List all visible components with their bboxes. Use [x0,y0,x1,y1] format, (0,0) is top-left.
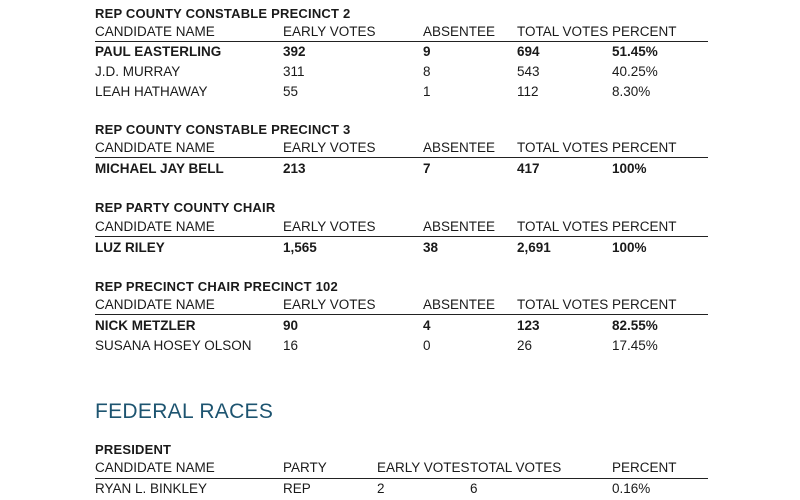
absentee-votes: 7 [423,161,431,176]
candidate-name: NICK METZLER [95,318,196,333]
header-rule [95,478,708,479]
col-header-party: PARTY [283,460,327,475]
header-rule [95,41,708,42]
total-votes: 6 [470,481,478,496]
col-header-candidate: CANDIDATE NAME [95,24,215,39]
col-header-total: TOTAL VOTES [517,219,609,234]
col-header-early: EARLY VOTES [283,140,376,155]
candidate-name: J.D. MURRAY [95,64,181,79]
header-rule [95,236,708,237]
percent: 40.25% [612,64,658,79]
col-header-candidate: CANDIDATE NAME [95,460,215,475]
candidate-name: SUSANA HOSEY OLSON [95,338,252,353]
col-header-absentee: ABSENTEE [423,140,496,155]
col-header-total: TOTAL VOTES [517,297,609,312]
percent: 51.45% [612,44,658,59]
col-header-candidate: CANDIDATE NAME [95,140,215,155]
early-votes: 213 [283,161,306,176]
col-header-absentee: ABSENTEE [423,24,496,39]
total-votes: 112 [517,84,539,99]
total-votes: 694 [517,44,540,59]
col-header-total: TOTAL VOTES [517,140,609,155]
early-votes: 392 [283,44,306,59]
absentee-votes: 9 [423,44,431,59]
percent: 0.16% [612,481,651,496]
col-header-total: TOTAL VOTES [470,460,562,475]
col-header-absentee: ABSENTEE [423,219,496,234]
total-votes: 543 [517,64,540,79]
early-votes: 311 [283,64,305,79]
col-header-percent: PERCENT [612,140,677,155]
percent: 100% [612,161,647,176]
col-header-total: TOTAL VOTES [517,24,609,39]
candidate-name: PAUL EASTERLING [95,44,222,59]
col-header-early: EARLY VOTES [283,24,376,39]
percent: 100% [612,240,647,255]
early-votes: 16 [283,338,299,353]
header-rule [95,314,708,315]
race-title: REP PRECINCT CHAIR PRECINCT 102 [95,279,338,294]
percent: 17.45% [612,338,658,353]
col-header-early: EARLY VOTES [283,219,376,234]
early-votes: 90 [283,318,299,333]
candidate-name: LEAH HATHAWAY [95,84,208,99]
total-votes: 417 [517,161,540,176]
absentee-votes: 8 [423,64,431,79]
col-header-candidate: CANDIDATE NAME [95,297,215,312]
early-votes: 1,565 [283,240,317,255]
absentee-votes: 1 [423,84,431,99]
early-votes: 2 [377,481,385,496]
total-votes: 123 [517,318,540,333]
race-title: REP COUNTY CONSTABLE PRECINCT 2 [95,6,351,21]
candidate-name: MICHAEL JAY BELL [95,161,224,176]
absentee-votes: 0 [423,338,431,353]
percent: 8.30% [612,84,651,99]
absentee-votes: 4 [423,318,431,333]
total-votes: 2,691 [517,240,551,255]
total-votes: 26 [517,338,533,353]
race-title: REP COUNTY CONSTABLE PRECINCT 3 [95,122,351,137]
race-title: REP PARTY COUNTY CHAIR [95,200,276,215]
col-header-early: EARLY VOTES [283,297,376,312]
percent: 82.55% [612,318,658,333]
candidate-name: RYAN L. BINKLEY [95,481,208,496]
col-header-percent: PERCENT [612,460,677,475]
col-header-percent: PERCENT [612,219,677,234]
col-header-absentee: ABSENTEE [423,297,496,312]
col-header-percent: PERCENT [612,24,677,39]
col-header-early: EARLY VOTES [377,460,470,475]
col-header-candidate: CANDIDATE NAME [95,219,215,234]
section-title: FEDERAL RACES [95,400,274,423]
race-title: PRESIDENT [95,442,172,457]
party: REP [283,481,311,496]
early-votes: 55 [283,84,299,99]
header-rule [95,157,708,158]
absentee-votes: 38 [423,240,439,255]
col-header-percent: PERCENT [612,297,677,312]
candidate-name: LUZ RILEY [95,240,165,255]
